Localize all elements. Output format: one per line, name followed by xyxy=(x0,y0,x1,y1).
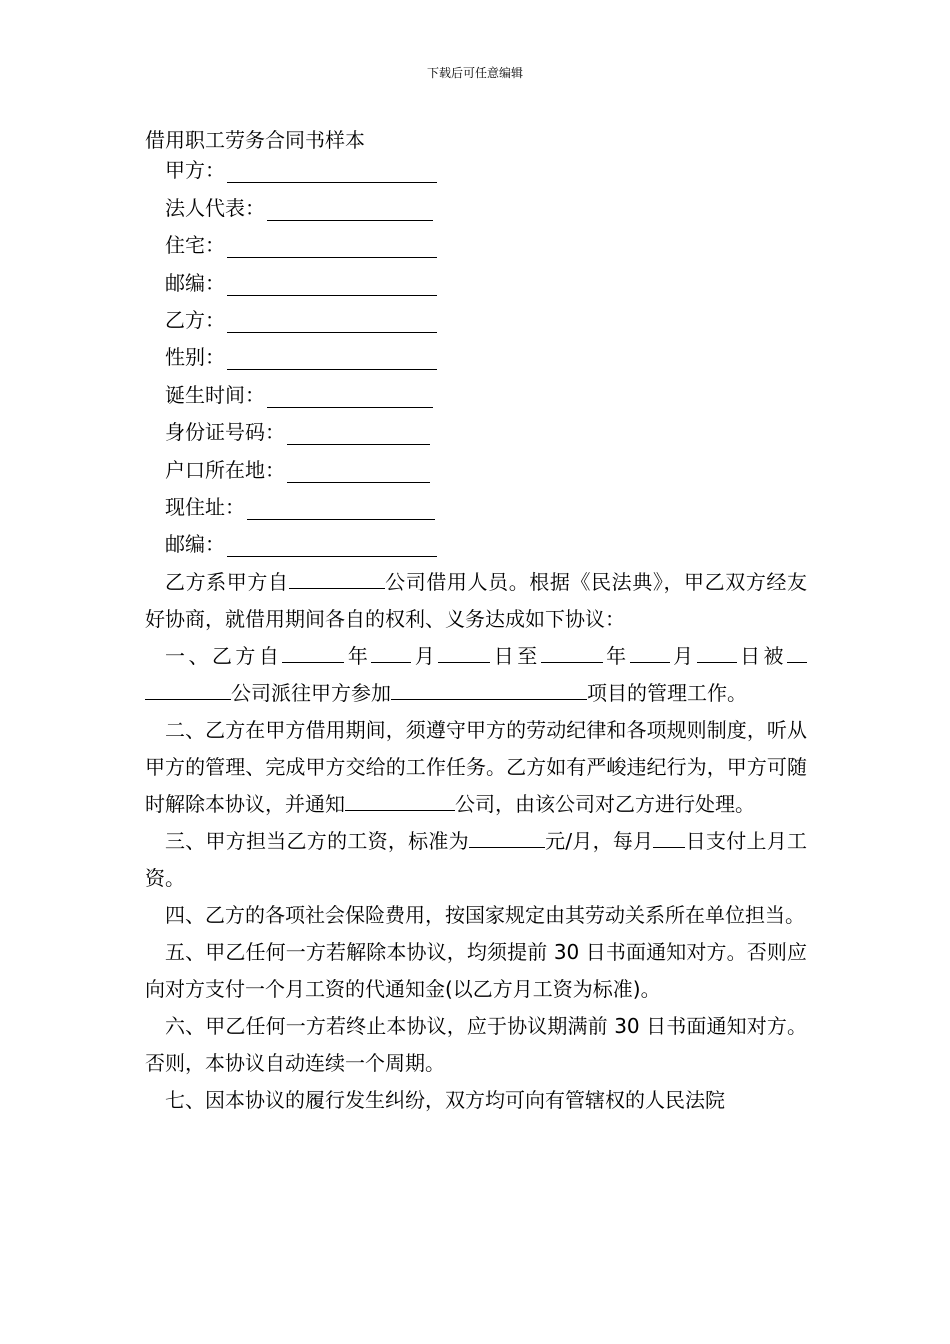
field-residence xyxy=(165,232,437,258)
clause-4: 四、乙方的各项社会保险费用，按国家规定由其劳动关系所在单位担当。 xyxy=(165,903,805,927)
text-segment: 乙方系甲方自 xyxy=(165,570,289,594)
field-party-a xyxy=(165,157,437,183)
text-segment: 元/月，每月 xyxy=(544,829,654,853)
fill-blank-line[interactable] xyxy=(391,681,587,700)
text-segment: 三、甲方担当乙方的工资，标准为 xyxy=(165,829,469,853)
field-postcode-b xyxy=(165,531,437,557)
fill-blank-line[interactable] xyxy=(227,536,437,557)
fill-blank-line[interactable] xyxy=(227,275,437,296)
field-label: 现住址： xyxy=(165,495,245,519)
field-label: 法人代表： xyxy=(165,196,265,220)
page-header-note: 下载后可任意编辑 xyxy=(426,66,523,80)
field-party-b xyxy=(165,307,437,333)
fill-blank-line[interactable] xyxy=(541,644,603,663)
fill-blank-line[interactable] xyxy=(227,237,437,258)
text-segment: 公司派往甲方参加 xyxy=(231,681,391,705)
fill-blank-line[interactable] xyxy=(787,644,807,663)
field-postcode-a xyxy=(165,270,437,296)
field-current-address xyxy=(165,494,435,520)
fill-blank-line[interactable] xyxy=(145,681,231,700)
fill-blank-line[interactable] xyxy=(697,644,737,663)
text-segment: 年 xyxy=(602,644,630,668)
text-segment: 一、乙方自 xyxy=(165,644,283,668)
fill-blank-line[interactable] xyxy=(282,644,344,663)
field-label: 身份证号码： xyxy=(165,420,285,444)
fill-blank-line[interactable] xyxy=(287,424,430,445)
fill-blank-line[interactable] xyxy=(630,644,670,663)
field-legal-rep xyxy=(165,195,433,221)
field-birth-date xyxy=(165,382,433,408)
field-label: 户口所在地： xyxy=(165,458,285,482)
fill-blank-line[interactable] xyxy=(345,792,455,811)
fill-blank-line[interactable] xyxy=(267,200,433,221)
clause-1 xyxy=(145,638,807,712)
text-segment: 项目的管理工作。 xyxy=(587,681,747,705)
fill-blank-line[interactable] xyxy=(287,462,430,483)
field-label: 住宅： xyxy=(165,233,225,257)
fill-blank-line[interactable] xyxy=(653,829,685,848)
field-gender xyxy=(165,344,437,370)
field-label: 邮编： xyxy=(165,532,225,556)
field-label: 性别： xyxy=(165,345,225,369)
clause-7: 七、因本协议的履行发生纠纷，双方均可向有管辖权的人民法院 xyxy=(165,1088,725,1112)
field-label: 邮编： xyxy=(165,271,225,295)
field-id-number xyxy=(165,419,430,445)
clause-5: 五、甲乙任何一方若解除本协议，均须提前 30 日书面通知对方。否则应向对方支付一个月工资的代通知金(以乙方月工资为标准)。 xyxy=(145,940,807,1001)
text-segment: 月 xyxy=(411,644,439,668)
document-title: 借用职工劳务合同书样本 xyxy=(145,128,365,152)
clause-3 xyxy=(145,823,807,897)
text-segment: 月 xyxy=(669,644,697,668)
text-segment: 公司，由该公司对乙方进行处理。 xyxy=(455,792,755,816)
fill-blank-line[interactable] xyxy=(247,499,435,520)
fill-blank-line[interactable] xyxy=(267,387,433,408)
fill-blank-line[interactable] xyxy=(289,570,385,589)
text-segment: 日支付上月工资。 xyxy=(145,829,808,890)
clause-6: 六、甲乙任何一方若终止本协议，应于协议期满前 30 日书面通知对方。否则，本协议自动连续一个周期。 xyxy=(145,1014,807,1075)
intro-paragraph xyxy=(145,564,807,638)
text-segment: 公司借用人员。根据《民法典》，甲乙双方经友好协商，就借用期间各自的权利、义务达成如下协议： xyxy=(145,570,808,631)
fill-blank-line[interactable] xyxy=(227,162,437,183)
text-segment: 日被 xyxy=(736,644,788,668)
fill-blank-line[interactable] xyxy=(469,829,545,848)
field-label: 乙方： xyxy=(165,308,225,332)
text-segment: 二、乙方在甲方借用期间，须遵守甲方的劳动纪律和各项规则制度，听从甲方的管理、完成甲方交给的工作任务。乙方如有严峻违纪行为，甲方可随时解除本协议，并通知 xyxy=(145,718,807,816)
text-segment: 年 xyxy=(344,644,372,668)
fill-blank-line[interactable] xyxy=(371,644,411,663)
field-household-registration xyxy=(165,457,430,483)
field-label: 甲方： xyxy=(165,158,225,182)
contract-body xyxy=(145,564,807,1119)
fill-blank-line[interactable] xyxy=(227,349,437,370)
fill-blank-line[interactable] xyxy=(438,644,490,663)
field-label: 诞生时间： xyxy=(165,383,265,407)
text-segment: 日至 xyxy=(490,644,541,668)
fill-blank-line[interactable] xyxy=(227,312,437,333)
clause-2 xyxy=(145,712,807,823)
